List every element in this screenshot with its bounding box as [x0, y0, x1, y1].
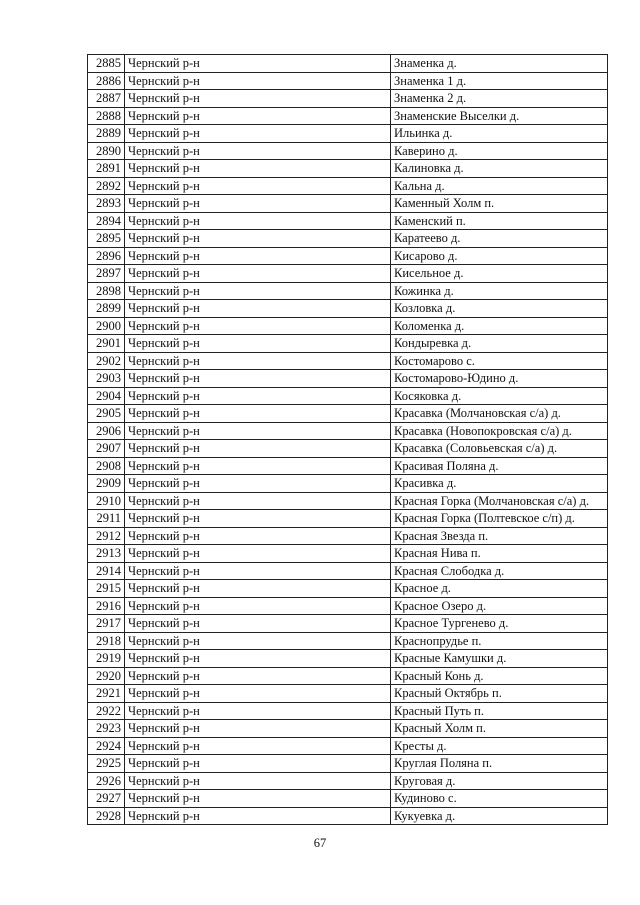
settlement-name-cell: Знаменские Выселки д. [391, 107, 608, 125]
district-cell: Чернский р-н [125, 422, 391, 440]
district-cell: Чернский р-н [125, 527, 391, 545]
row-number-cell: 2891 [88, 160, 125, 178]
row-number-cell: 2917 [88, 615, 125, 633]
settlement-name-cell: Красавка (Соловьевская с/а) д. [391, 440, 608, 458]
district-cell: Чернский р-н [125, 650, 391, 668]
settlement-name-cell: Красная Слободка д. [391, 562, 608, 580]
district-cell: Чернский р-н [125, 352, 391, 370]
row-number-cell: 2912 [88, 527, 125, 545]
table-row [88, 335, 608, 353]
row-number-cell: 2916 [88, 597, 125, 615]
district-cell: Чернский р-н [125, 160, 391, 178]
district-cell: Чернский р-н [125, 142, 391, 160]
district-cell: Чернский р-н [125, 72, 391, 90]
table-row [88, 685, 608, 703]
district-cell: Чернский р-н [125, 755, 391, 773]
table-row [88, 247, 608, 265]
row-number-cell: 2887 [88, 90, 125, 108]
table-row [88, 177, 608, 195]
row-number-cell: 2918 [88, 632, 125, 650]
district-cell: Чернский р-н [125, 265, 391, 283]
table-row [88, 545, 608, 563]
table-row [88, 300, 608, 318]
district-cell: Чернский р-н [125, 107, 391, 125]
table-row [88, 55, 608, 73]
row-number-cell: 2919 [88, 650, 125, 668]
table-row [88, 650, 608, 668]
settlement-name-cell: Знаменка д. [391, 55, 608, 73]
district-cell: Чернский р-н [125, 440, 391, 458]
table-row [88, 230, 608, 248]
settlement-name-cell: Красный Октябрь п. [391, 685, 608, 703]
settlement-name-cell: Знаменка 1 д. [391, 72, 608, 90]
district-cell: Чернский р-н [125, 562, 391, 580]
district-cell: Чернский р-н [125, 492, 391, 510]
table-row [88, 370, 608, 388]
table-row [88, 90, 608, 108]
district-cell: Чернский р-н [125, 230, 391, 248]
settlement-name-cell: Кисельное д. [391, 265, 608, 283]
row-number-cell: 2920 [88, 667, 125, 685]
table-row [88, 160, 608, 178]
settlement-name-cell: Коломенка д. [391, 317, 608, 335]
settlement-name-cell: Каменный Холм п. [391, 195, 608, 213]
row-number-cell: 2905 [88, 405, 125, 423]
table-row [88, 580, 608, 598]
district-cell: Чернский р-н [125, 55, 391, 73]
row-number-cell: 2899 [88, 300, 125, 318]
settlement-name-cell: Каратеево д. [391, 230, 608, 248]
table-row [88, 737, 608, 755]
table-row [88, 772, 608, 790]
row-number-cell: 2910 [88, 492, 125, 510]
row-number-cell: 2923 [88, 720, 125, 738]
row-number-cell: 2922 [88, 702, 125, 720]
row-number-cell: 2925 [88, 755, 125, 773]
row-number-cell: 2898 [88, 282, 125, 300]
district-cell: Чернский р-н [125, 475, 391, 493]
row-number-cell: 2904 [88, 387, 125, 405]
row-number-cell: 2901 [88, 335, 125, 353]
table-row [88, 195, 608, 213]
district-cell: Чернский р-н [125, 387, 391, 405]
settlement-name-cell: Кисарово д. [391, 247, 608, 265]
table-row [88, 720, 608, 738]
district-cell: Чернский р-н [125, 212, 391, 230]
table-row [88, 527, 608, 545]
settlement-name-cell: Красивая Поляна д. [391, 457, 608, 475]
table-row [88, 597, 608, 615]
row-number-cell: 2911 [88, 510, 125, 528]
row-number-cell: 2914 [88, 562, 125, 580]
district-cell: Чернский р-н [125, 772, 391, 790]
district-cell: Чернский р-н [125, 90, 391, 108]
row-number-cell: 2903 [88, 370, 125, 388]
table-row [88, 632, 608, 650]
settlement-name-cell: Красивка д. [391, 475, 608, 493]
settlement-name-cell: Красный Конь д. [391, 667, 608, 685]
district-cell: Чернский р-н [125, 790, 391, 808]
table-row [88, 475, 608, 493]
row-number-cell: 2909 [88, 475, 125, 493]
settlement-name-cell: Ильинка д. [391, 125, 608, 143]
settlement-name-cell: Красная Горка (Полтевское с/п) д. [391, 510, 608, 528]
table-row [88, 72, 608, 90]
district-cell: Чернский р-н [125, 667, 391, 685]
row-number-cell: 2888 [88, 107, 125, 125]
district-cell: Чернский р-н [125, 300, 391, 318]
row-number-cell: 2900 [88, 317, 125, 335]
table-row [88, 317, 608, 335]
settlement-name-cell: Красавка (Молчановская с/а) д. [391, 405, 608, 423]
table-row [88, 405, 608, 423]
row-number-cell: 2894 [88, 212, 125, 230]
settlement-name-cell: Краснопрудье п. [391, 632, 608, 650]
table-row [88, 562, 608, 580]
page-number: 67 [313, 836, 327, 850]
district-cell: Чернский р-н [125, 195, 391, 213]
district-cell: Чернский р-н [125, 545, 391, 563]
settlement-name-cell: Красная Звезда п. [391, 527, 608, 545]
row-number-cell: 2924 [88, 737, 125, 755]
settlement-name-cell: Красный Путь п. [391, 702, 608, 720]
settlement-name-cell: Знаменка 2 д. [391, 90, 608, 108]
table-row [88, 212, 608, 230]
table-row [88, 790, 608, 808]
settlement-name-cell: Круглая Поляна п. [391, 755, 608, 773]
district-cell: Чернский р-н [125, 737, 391, 755]
district-cell: Чернский р-н [125, 702, 391, 720]
settlement-name-cell: Красная Горка (Молчановская с/а) д. [391, 492, 608, 510]
settlement-name-cell: Калиновка д. [391, 160, 608, 178]
district-cell: Чернский р-н [125, 615, 391, 633]
district-cell: Чернский р-н [125, 580, 391, 598]
district-cell: Чернский р-н [125, 247, 391, 265]
row-number-cell: 2895 [88, 230, 125, 248]
district-cell: Чернский р-н [125, 125, 391, 143]
row-number-cell: 2890 [88, 142, 125, 160]
row-number-cell: 2886 [88, 72, 125, 90]
settlement-name-cell: Кондыревка д. [391, 335, 608, 353]
settlement-name-cell: Кресты д. [391, 737, 608, 755]
settlement-name-cell: Костомарово с. [391, 352, 608, 370]
settlement-name-cell: Кукуевка д. [391, 807, 608, 825]
row-number-cell: 2913 [88, 545, 125, 563]
table-row [88, 440, 608, 458]
table-row [88, 755, 608, 773]
table-row [88, 807, 608, 825]
table-row [88, 615, 608, 633]
row-number-cell: 2906 [88, 422, 125, 440]
row-number-cell: 2928 [88, 807, 125, 825]
row-number-cell: 2908 [88, 457, 125, 475]
row-number-cell: 2885 [88, 55, 125, 73]
settlement-name-cell: Каменский п. [391, 212, 608, 230]
settlements-table-body [88, 55, 608, 825]
settlements-table [87, 54, 608, 825]
row-number-cell: 2907 [88, 440, 125, 458]
district-cell: Чернский р-н [125, 807, 391, 825]
district-cell: Чернский р-н [125, 335, 391, 353]
district-cell: Чернский р-н [125, 457, 391, 475]
district-cell: Чернский р-н [125, 370, 391, 388]
table-row [88, 492, 608, 510]
table-row [88, 352, 608, 370]
settlement-name-cell: Кальна д. [391, 177, 608, 195]
settlement-name-cell: Красная Нива п. [391, 545, 608, 563]
table-row [88, 510, 608, 528]
row-number-cell: 2927 [88, 790, 125, 808]
settlement-name-cell: Красавка (Новопокровская с/а) д. [391, 422, 608, 440]
settlement-name-cell: Красные Камушки д. [391, 650, 608, 668]
table-row [88, 702, 608, 720]
settlement-name-cell: Круговая д. [391, 772, 608, 790]
district-cell: Чернский р-н [125, 282, 391, 300]
row-number-cell: 2915 [88, 580, 125, 598]
row-number-cell: 2896 [88, 247, 125, 265]
row-number-cell: 2892 [88, 177, 125, 195]
settlement-name-cell: Кудиново с. [391, 790, 608, 808]
row-number-cell: 2902 [88, 352, 125, 370]
district-cell: Чернский р-н [125, 597, 391, 615]
table-row [88, 282, 608, 300]
settlement-name-cell: Каверино д. [391, 142, 608, 160]
row-number-cell: 2889 [88, 125, 125, 143]
row-number-cell: 2897 [88, 265, 125, 283]
settlement-name-cell: Кожинка д. [391, 282, 608, 300]
district-cell: Чернский р-н [125, 177, 391, 195]
row-number-cell: 2926 [88, 772, 125, 790]
table-row [88, 265, 608, 283]
table-row [88, 457, 608, 475]
table-row [88, 667, 608, 685]
settlement-name-cell: Красное Тургенево д. [391, 615, 608, 633]
table-row [88, 107, 608, 125]
row-number-cell: 2893 [88, 195, 125, 213]
settlement-name-cell: Красный Холм п. [391, 720, 608, 738]
district-cell: Чернский р-н [125, 720, 391, 738]
district-cell: Чернский р-н [125, 405, 391, 423]
settlement-name-cell: Красное Озеро д. [391, 597, 608, 615]
settlement-name-cell: Красное д. [391, 580, 608, 598]
district-cell: Чернский р-н [125, 317, 391, 335]
table-row [88, 142, 608, 160]
row-number-cell: 2921 [88, 685, 125, 703]
settlement-name-cell: Козловка д. [391, 300, 608, 318]
district-cell: Чернский р-н [125, 632, 391, 650]
table-row [88, 387, 608, 405]
district-cell: Чернский р-н [125, 510, 391, 528]
district-cell: Чернский р-н [125, 685, 391, 703]
table-row [88, 422, 608, 440]
table-row [88, 125, 608, 143]
settlement-name-cell: Костомарово-Юдино д. [391, 370, 608, 388]
settlement-name-cell: Косяковка д. [391, 387, 608, 405]
